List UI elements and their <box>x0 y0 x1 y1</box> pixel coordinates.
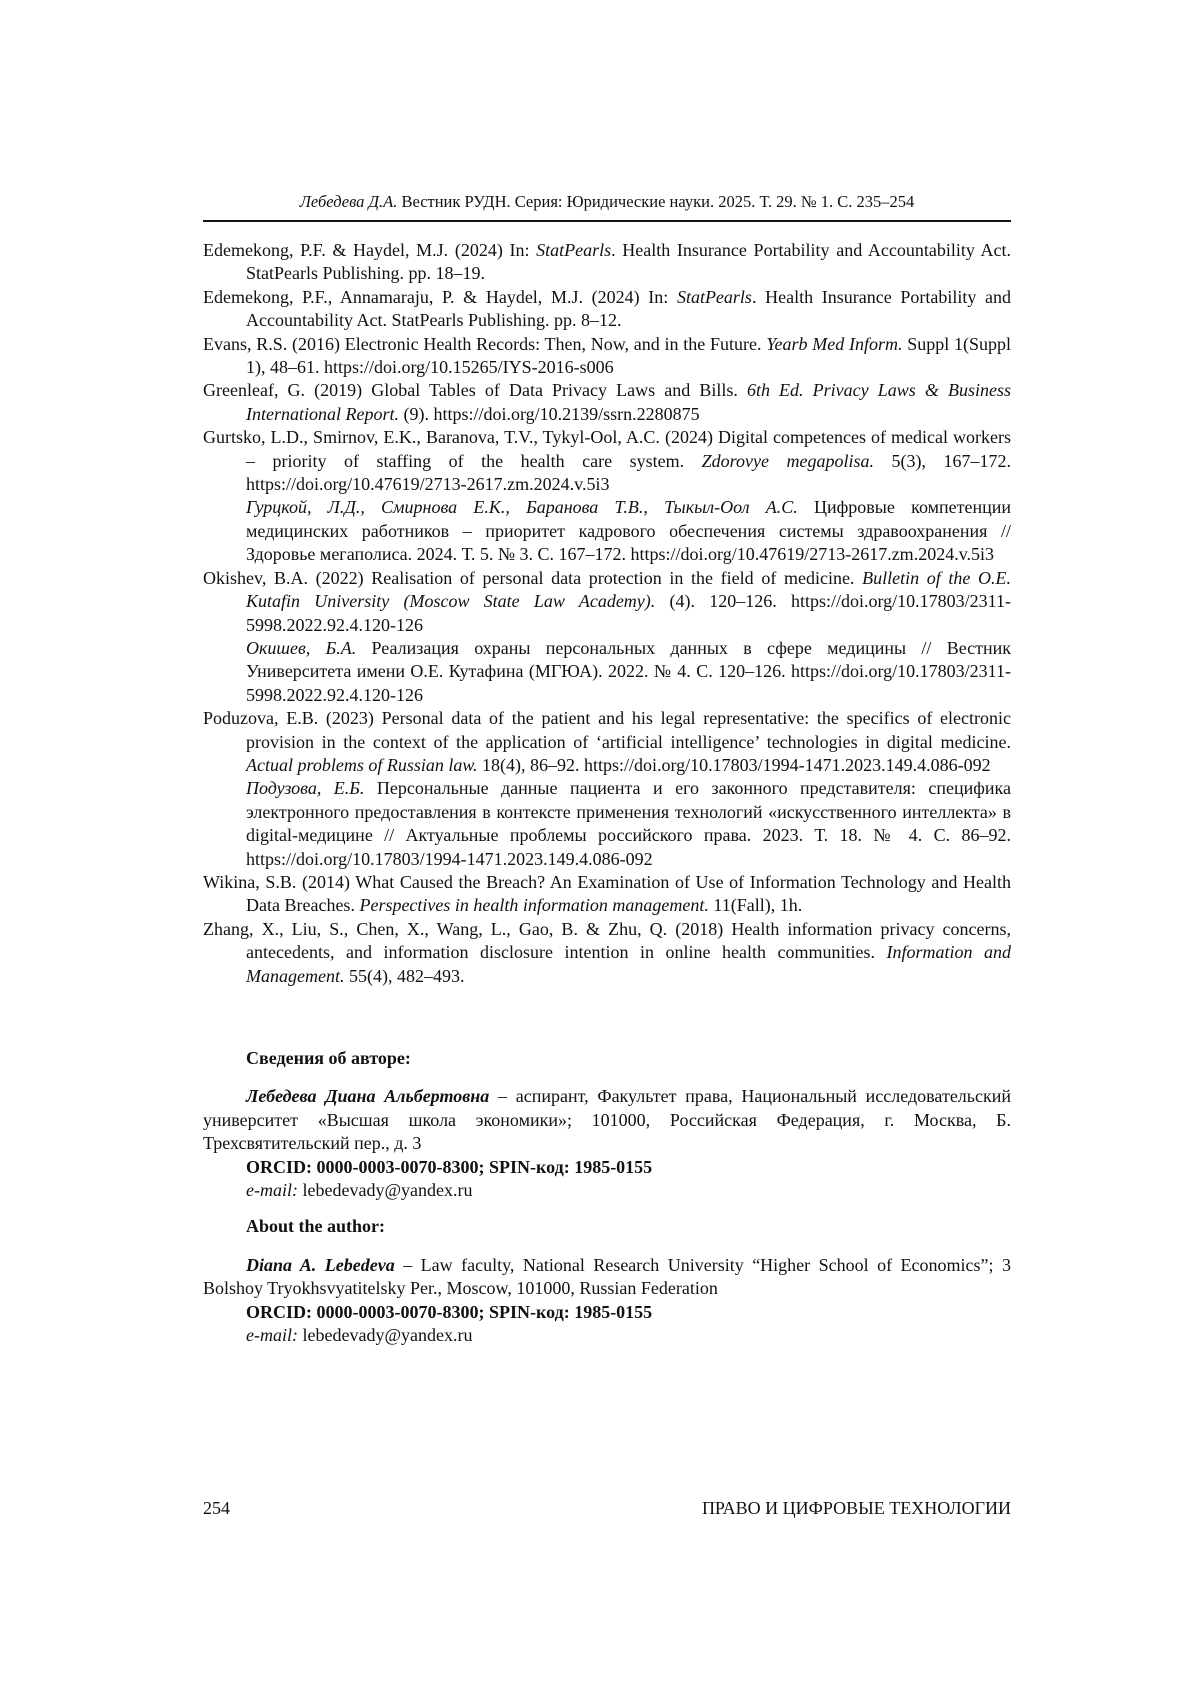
email-label: e-mail: <box>246 1325 298 1346</box>
reference-details: . Health Insurance Portability and Accountability Act. StatPearls Publishing. pp. 18–19. <box>246 240 1011 284</box>
reference-item <box>203 286 1011 333</box>
reference-item <box>203 379 1011 426</box>
author-en-name: Diana A. Lebedeva <box>246 1254 395 1275</box>
reference-list <box>203 239 1011 988</box>
translation-authors: Подузова, Е.Б. <box>246 778 365 799</box>
reference-translation <box>203 777 1011 871</box>
section-title: ПРАВО И ЦИФРОВЫЕ ТЕХНОЛОГИИ <box>701 1498 1011 1518</box>
page-number: 254 <box>203 1498 230 1518</box>
reference-text: Greenleaf, G. (2019) Global Tables of Data Privacy Laws and Bills. <box>203 380 747 401</box>
author-en-title: About the author: <box>246 1216 386 1237</box>
reference-source: Information and Management. <box>246 942 1011 986</box>
reference-details: 5(3), 167–172. https://doi.org/10.47619/2713-2617.zm.2024.v.5i3 <box>246 450 1011 495</box>
reference-details: (9). https://doi.org/10.2139/ssrn.2280875 <box>398 403 700 424</box>
running-head-journal: Вестник РУДН. Серия: Юридические науки. 2025. Т. 29. № 1. С. 235–254 <box>401 192 915 211</box>
author-en-affiliation: – Law faculty, National Research University “Higher School of Economics”; 3 Bolshoy Tryokhsvyatitelsky Per., Moscow, 101000, Russian Federation <box>203 1254 1011 1299</box>
translation-text: Цифровые компетенции медицинских работников – приоритет кадрового обеспечения системы здравоохранения // Здоровье мегаполиса. 2024. Т. 5. № 3. С. 167–172. https://doi.org/10.47619/2713-2617.zm.2024.v.5i3 <box>246 497 1012 565</box>
reference-details: 18(4), 86–92. https://doi.org/10.17803/1994-1471.2023.149.4.086-092 <box>477 754 991 775</box>
author-ru-email <box>203 1179 1011 1202</box>
reference-source: Zdorovye megapolisa. <box>701 450 874 471</box>
reference-text: Gurtsko, L.D., Smirnov, E.K., Baranova, T.V., Tykyl-Ool, A.C. (2024) Digital competences of medical workers – priority of staffing of the health care system. <box>203 427 1011 471</box>
reference-translation <box>203 496 1011 566</box>
reference-details: 11(Fall), 1h. <box>708 895 803 916</box>
running-head <box>203 191 1011 213</box>
reference-source: Perspectives in health information management. <box>359 895 709 916</box>
email-address: lebedevady@yandex.ru <box>297 1180 473 1201</box>
reference-item <box>203 239 1011 286</box>
reference-item <box>203 707 1011 777</box>
author-en-bio <box>203 1254 1011 1301</box>
reference-source: StatPearls <box>536 240 612 260</box>
reference-text: Poduzova, E.B. (2023) Personal data of the patient and his legal representative: the specifics of electronic provision in the context of the application of ‘artificial intelligence’ technologies in digital medicine. <box>203 708 1011 752</box>
reference-source: Bulletin of the O.E. Kutafin University (Moscow State Law Academy). <box>246 567 1011 612</box>
reference-text: Edemekong, P.F., Annamaraju, P. & Haydel, M.J. (2024) In: <box>203 286 677 307</box>
reference-text: Okishev, B.A. (2022) Realisation of personal data protection in the field of medicine. <box>203 567 863 588</box>
author-ru-ids: ORCID: 0000-0003-0070-8300; SPIN-код: 1985-0155 <box>246 1156 653 1177</box>
reference-source: 6th Ed. Privacy Laws & Business International Report. <box>246 380 1011 424</box>
reference-item <box>203 871 1011 918</box>
reference-translation <box>203 637 1011 707</box>
page-footer <box>203 1497 1011 1519</box>
running-head-author: Лебедева Д.А. <box>299 192 398 211</box>
reference-text: Evans, R.S. (2016) Electronic Health Records: Then, Now, and in the Future. <box>203 333 767 354</box>
author-en-ids: ORCID: 0000-0003-0070-8300; SPIN-код: 1985-0155 <box>246 1301 653 1322</box>
reference-details: 55(4), 482–493. <box>344 965 465 986</box>
author-info <box>203 1047 1011 1347</box>
email-label: e-mail: <box>246 1180 298 1201</box>
reference-source: StatPearls <box>676 286 752 307</box>
reference-source: Yearb Med Inform. <box>766 333 903 354</box>
email-address: lebedevady@yandex.ru <box>297 1325 473 1346</box>
translation-text: Персональные данные пациента и его законного представителя: специфика электронного предоставления в контексте применения технологий «искусственного интеллекта» в digital-медицине // Актуальные проблемы российского права. 2023. Т. 18. № 4. С. 86–92. https://doi.org/10.17803/1994-1471.2023.149.4.086-092 <box>246 778 1011 869</box>
reference-text: Wikina, S.B. (2014) What Caused the Breach? An Examination of Use of Information Technology and Health Data Breaches. <box>203 871 1011 916</box>
translation-authors: Гурцкой, Л.Д., Смирнова Е.К., Баранова Т.В., Тыкыл-Оол А.С. <box>246 497 798 518</box>
author-en-email <box>203 1324 1011 1347</box>
translation-text: Реализация охраны персональных данных в сфере медицины // Вестник Университета имени О.Е. Кутафина (МГЮА). 2022. № 4. С. 120–126. https://doi.org/10.17803/2311-5998.2022.92.4.120-126 <box>246 637 1012 705</box>
reference-item <box>203 333 1011 380</box>
reference-item <box>203 426 1011 496</box>
author-ru-title: Сведения об авторе: <box>246 1048 411 1068</box>
author-ru-bio <box>203 1085 1011 1155</box>
reference-details: . Health Insurance Portability and Accountability Act. StatPearls Publishing. pp. 8–12. <box>246 286 1011 331</box>
translation-authors: Окишев, Б.А. <box>246 637 357 658</box>
author-ru-name: Лебедева Диана Альбертовна <box>246 1086 490 1107</box>
reference-text: Zhang, X., Liu, S., Chen, X., Wang, L., Gao, B. & Zhu, Q. (2018) Health information privacy concerns, antecedents, and information disclosure intention in online health communities. <box>203 918 1011 963</box>
reference-details: (4). 120–126. https://doi.org/10.17803/2311-5998.2022.92.4.120-126 <box>246 591 1011 635</box>
reference-item <box>203 567 1011 637</box>
reference-text: Edemekong, P.F. & Haydel, M.J. (2024) In: <box>203 240 537 260</box>
reference-source: Actual problems of Russian law. <box>246 754 478 775</box>
reference-details: Suppl 1(Suppl 1), 48–61. https://doi.org/10.15265/IYS-2016-s006 <box>246 333 1011 378</box>
reference-item <box>203 918 1011 988</box>
header-rule <box>203 220 1011 222</box>
author-ru-affiliation: – аспирант, Факультет права, Национальный исследовательский университет «Высшая школа экономики»; 101000, Российская Федерация, г. Москва, Б. Трехсвятительский пер., д. 3 <box>203 1086 1012 1154</box>
